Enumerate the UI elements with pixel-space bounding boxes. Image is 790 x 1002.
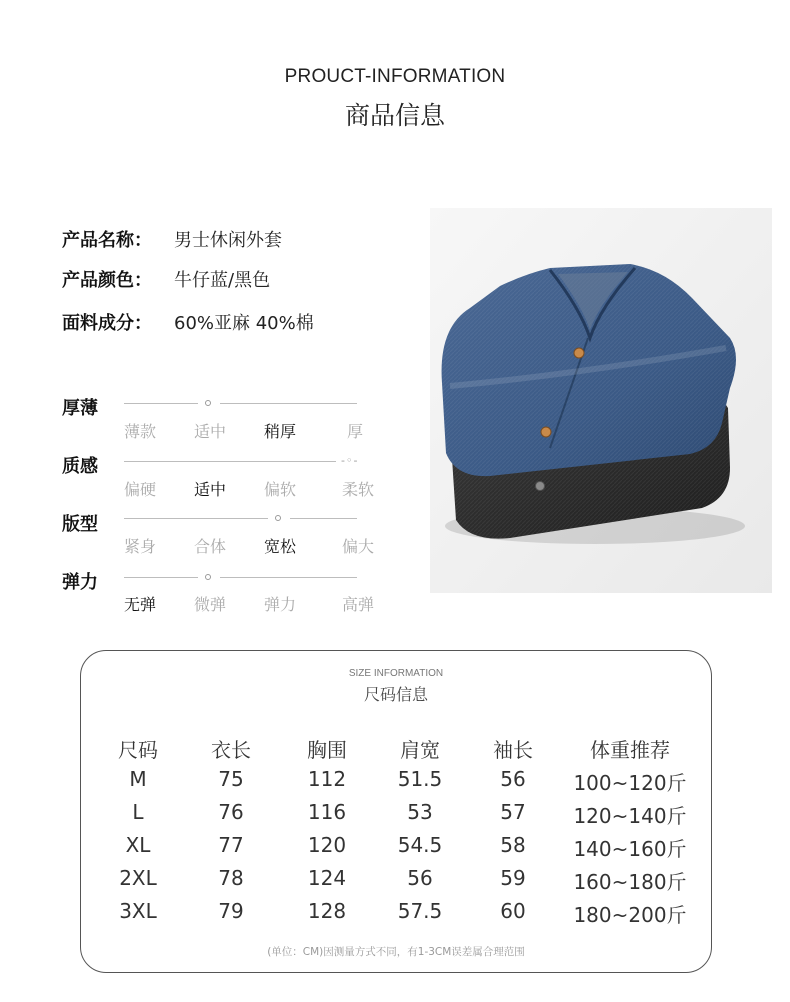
attr-texture-option: 偏硬 [123,480,156,499]
attr-elasticity-option: 高弹 [341,595,374,614]
attr-texture-line [124,461,336,462]
size-cell: 112 [307,767,347,791]
attr-fit-line-right [290,518,357,519]
size-header-cell: 肩宽 [400,738,440,762]
attr-thickness-option: 适中 [193,422,226,441]
product-color-label: 产品颜色： [62,270,152,291]
attr-elasticity-marker [205,574,211,580]
attr-texture-option: 偏软 [263,480,296,499]
header-title-cn: 商品信息 [344,101,445,130]
size-cell: M [129,767,147,791]
size-cell: 100~120斤 [573,771,687,795]
size-header-cell: 胸围 [307,738,347,762]
size-cell: 57 [500,800,526,824]
attr-fit-option: 合体 [193,537,226,556]
attr-elasticity-line-right [220,577,357,578]
size-title-cn: 尺码信息 [363,685,428,704]
attr-thickness-line-left [124,403,198,404]
attr-fit-line-left [124,518,268,519]
attr-fit-option: 偏大 [341,537,374,556]
attr-fit-label: 版型 [62,514,98,535]
size-cell: 77 [218,833,244,857]
attr-elasticity-label: 弹力 [62,572,98,593]
attr-texture-option-selected: 适中 [193,480,226,499]
size-cell: L [132,800,144,824]
size-title-en: SIZE INFORMATION [348,668,444,679]
size-cell: 75 [218,767,244,791]
product-photo [430,208,772,593]
attr-thickness-option: 薄款 [123,422,156,441]
size-cell: 53 [407,800,433,824]
size-cell: 120 [307,833,347,857]
product-name-value: 男士休闲外套 [174,230,282,251]
size-cell: 56 [500,767,526,791]
size-cell: 76 [218,800,244,824]
size-cell: 78 [218,866,244,890]
size-header-cell: 体重推荐 [590,738,670,762]
size-cell: 79 [218,899,244,923]
product-name-label: 产品名称： [62,230,152,251]
size-cell: 3XL [119,899,157,923]
size-cell: 56 [407,866,433,890]
size-cell: 160~180斤 [573,870,687,894]
size-cell: 120~140斤 [573,804,687,828]
attr-thickness-label: 厚薄 [62,398,98,419]
size-cell: 180~200斤 [573,903,687,927]
attr-thickness-option: 厚 [346,422,363,441]
size-cell: 58 [500,833,526,857]
size-header-cell: 尺码 [118,738,158,762]
size-header-cell: 衣长 [211,738,251,762]
size-header-cell: 袖长 [493,738,533,762]
fabric-label: 面料成分： [62,313,152,334]
attr-elasticity-option-selected: 无弹 [123,595,156,614]
attr-texture-label: 质感 [62,456,98,477]
size-cell: 128 [307,899,347,923]
product-color-value: 牛仔蓝/黑色 [174,270,271,291]
size-cell: 2XL [119,866,157,890]
size-cell: 124 [307,866,347,890]
attr-elasticity-option: 弹力 [263,595,296,614]
attr-thickness-line-right [220,403,357,404]
size-cell: 140~160斤 [573,837,687,861]
size-cell: XL [125,833,151,857]
attr-elasticity-option: 微弹 [193,595,226,614]
fabric-value: 60%亚麻 40%棉 [174,313,314,334]
attr-fit-marker [275,515,281,521]
size-cell: 59 [500,866,526,890]
size-note: (单位：CM)因测量方式不同，有1-3CM误差属合理范围 [267,946,525,958]
attr-thickness-marker [205,400,211,406]
attr-elasticity-line-left [124,577,198,578]
attr-texture-marker: -◦- [341,454,359,467]
size-cell: 60 [500,899,526,923]
size-cell: 54.5 [397,833,443,857]
size-cell: 57.5 [397,899,443,923]
attr-texture-option: 柔软 [341,480,374,499]
size-cell: 116 [307,800,347,824]
size-cell: 51.5 [397,767,443,791]
attr-fit-option-selected: 宽松 [263,537,296,556]
header-title-en: PROUCT-INFORMATION [284,66,506,87]
attr-thickness-option-selected: 稍厚 [263,422,296,441]
attr-fit-option: 紧身 [123,537,156,556]
